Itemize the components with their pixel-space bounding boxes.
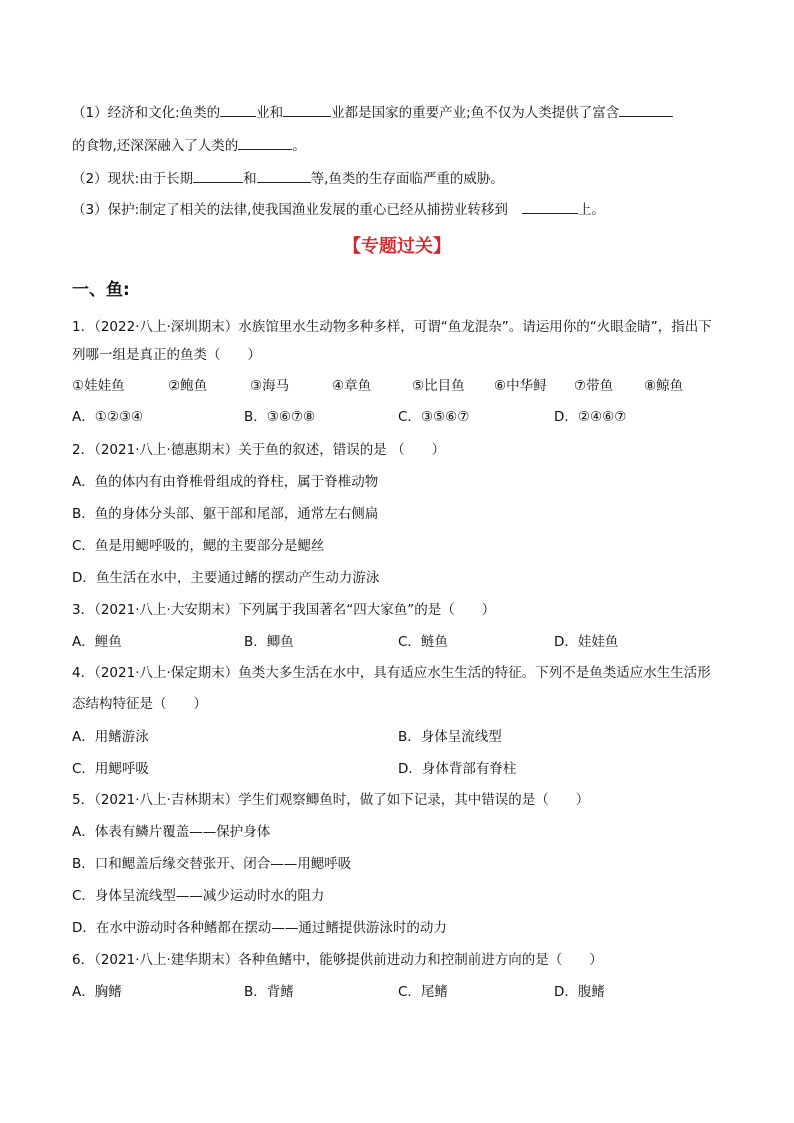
q1-item-6: ⑥中华鲟 — [494, 378, 547, 394]
q5-option-a[interactable]: A．体表有鳞片覆盖——保护身体 — [72, 824, 271, 840]
question-source: （2021·八上·保定期末） — [94, 665, 239, 681]
question-4-stem-line-2: 态结构特征是（ ） — [72, 696, 207, 712]
q5-option-d[interactable]: D．在水中游动时各种鳍都在摆动——通过鳍提供游泳时的动力 — [72, 920, 447, 936]
question-source: （2021·八上·建华期末） — [94, 952, 239, 968]
question-1-stem-line-2: 列哪一组是真正的鱼类（ ） — [72, 347, 261, 363]
intro-item-2 — [72, 168, 504, 189]
question-number: 4． — [72, 665, 95, 681]
q1-item-5: ⑤比目鱼 — [412, 378, 465, 394]
intro-item-1-line-1 — [72, 102, 673, 123]
q2-option-c[interactable]: C．鱼是用鳃呼吸的，鳃的主要部分是鳃丝 — [72, 538, 325, 554]
intro-item-2-text-b: 和 — [243, 171, 257, 187]
q6-option-b[interactable]: B．背鳍 — [244, 984, 294, 1000]
intro-item-3-text-b: 上。 — [577, 202, 605, 218]
q3-option-c[interactable]: C．鲢鱼 — [398, 634, 448, 650]
question-source: （2021·八上·德惠期末） — [94, 442, 239, 458]
intro-item-1-text-a: （1）经济和文化:鱼类的 — [72, 105, 221, 121]
q3-option-d[interactable]: D．娃娃鱼 — [554, 634, 619, 650]
question-stem: 关于鱼的叙述，错误的是 （ ） — [238, 442, 446, 458]
q1-option-a[interactable]: A．①②③④ — [72, 409, 144, 425]
question-number: 6． — [72, 952, 95, 968]
q2-option-a[interactable]: A．鱼的体内有由脊椎骨组成的脊柱，属于脊椎动物 — [72, 474, 379, 490]
q1-item-1: ①娃娃鱼 — [72, 378, 125, 394]
q1-item-2: ②鲍鱼 — [168, 378, 208, 394]
q4-option-b[interactable]: B．身体呈流线型 — [398, 729, 502, 745]
question-stem: 鱼类大多生活在水中，具有适应水生生活的特征。下列不是鱼类适应水生生活形 — [238, 665, 711, 681]
q4-option-a[interactable]: A．用鳍游泳 — [72, 729, 149, 745]
q3-option-b[interactable]: B．鲫鱼 — [244, 634, 294, 650]
q1-option-b[interactable]: B．③⑥⑦⑧ — [244, 409, 316, 425]
intro-item-3-text-a: （3）保护:制定了相关的法律,使我国渔业发展的重心已经从捕捞业转移到 — [72, 202, 508, 218]
intro-item-1-text-e: 。 — [292, 138, 306, 154]
blank — [193, 168, 243, 183]
question-source: （2022·八上·深圳期末） — [94, 319, 239, 335]
q1-item-8: ⑧鲸鱼 — [644, 378, 684, 394]
q6-option-a[interactable]: A．胸鳍 — [72, 984, 122, 1000]
section-title: 【专题过关】 — [343, 236, 451, 257]
q5-option-c[interactable]: C．身体呈流线型——减少运动时水的阻力 — [72, 888, 325, 904]
question-number: 2． — [72, 442, 95, 458]
question-4-stem-line-1 — [72, 663, 711, 683]
blank — [619, 102, 673, 117]
q4-option-c[interactable]: C．用鳃呼吸 — [72, 761, 149, 777]
q2-option-d[interactable]: D．鱼生活在水中，主要通过鳍的摆动产生动力游泳 — [72, 570, 380, 586]
blank — [283, 102, 331, 117]
question-stem: 学生们观察鲫鱼时，做了如下记录，其中错误的是（ ） — [238, 792, 590, 808]
q3-option-a[interactable]: A．鲤鱼 — [72, 634, 122, 650]
blank — [522, 199, 578, 214]
q4-option-d[interactable]: D．身体背部有脊柱 — [398, 761, 517, 777]
question-stem: 下列属于我国著名“四大家鱼”的是（ ） — [238, 602, 496, 618]
intro-item-2-text-a: （2）现状:由于长期 — [72, 171, 194, 187]
question-2-stem — [72, 440, 445, 460]
question-5-stem — [72, 790, 589, 810]
question-stem: 各种鱼鳍中，能够提供前进动力和控制前进方向的是（ ） — [238, 952, 603, 968]
q6-option-c[interactable]: C．尾鳍 — [398, 984, 448, 1000]
question-3-stem — [72, 600, 495, 620]
intro-item-1-text-b: 业和 — [256, 105, 284, 121]
question-stem: 水族馆里水生动物多种多样，可谓“鱼龙混杂”。请运用你的“火眼金睛”，指出下 — [238, 319, 712, 335]
question-6-stem — [72, 950, 603, 970]
question-source: （2021·八上·大安期末） — [94, 602, 239, 618]
intro-item-2-text-c: 等,鱼类的生存面临严重的威胁。 — [310, 171, 504, 187]
q6-option-d[interactable]: D．腹鳍 — [554, 984, 605, 1000]
q1-option-c[interactable]: C．③⑤⑥⑦ — [398, 409, 470, 425]
question-number: 5． — [72, 792, 95, 808]
q5-option-b[interactable]: B．口和鳃盖后缘交替张开、闭合——用鳃呼吸 — [72, 856, 352, 872]
q1-item-7: ⑦带鱼 — [574, 378, 614, 394]
blank — [220, 102, 256, 117]
section-heading: 一、鱼: — [72, 280, 130, 300]
blank — [257, 168, 311, 183]
intro-item-1-text-d: 的食物,还深深融入了人类的 — [72, 138, 239, 154]
intro-item-3 — [72, 199, 605, 220]
question-number: 1． — [72, 319, 95, 335]
q1-item-4: ④章鱼 — [332, 378, 372, 394]
q1-item-3: ③海马 — [250, 378, 290, 394]
question-source: （2021·八上·吉林期末） — [94, 792, 239, 808]
q2-option-b[interactable]: B．鱼的身体分头部、躯干部和尾部，通常左右侧扁 — [72, 506, 379, 522]
q1-option-d[interactable]: D．②④⑥⑦ — [554, 409, 627, 425]
question-number: 3． — [72, 602, 95, 618]
intro-item-1-text-c: 业都是国家的重要产业;鱼不仅为人类提供了富含 — [331, 105, 620, 121]
blank — [238, 135, 292, 150]
question-1-stem-line-1 — [72, 317, 712, 337]
intro-item-1-line-2 — [72, 135, 306, 156]
